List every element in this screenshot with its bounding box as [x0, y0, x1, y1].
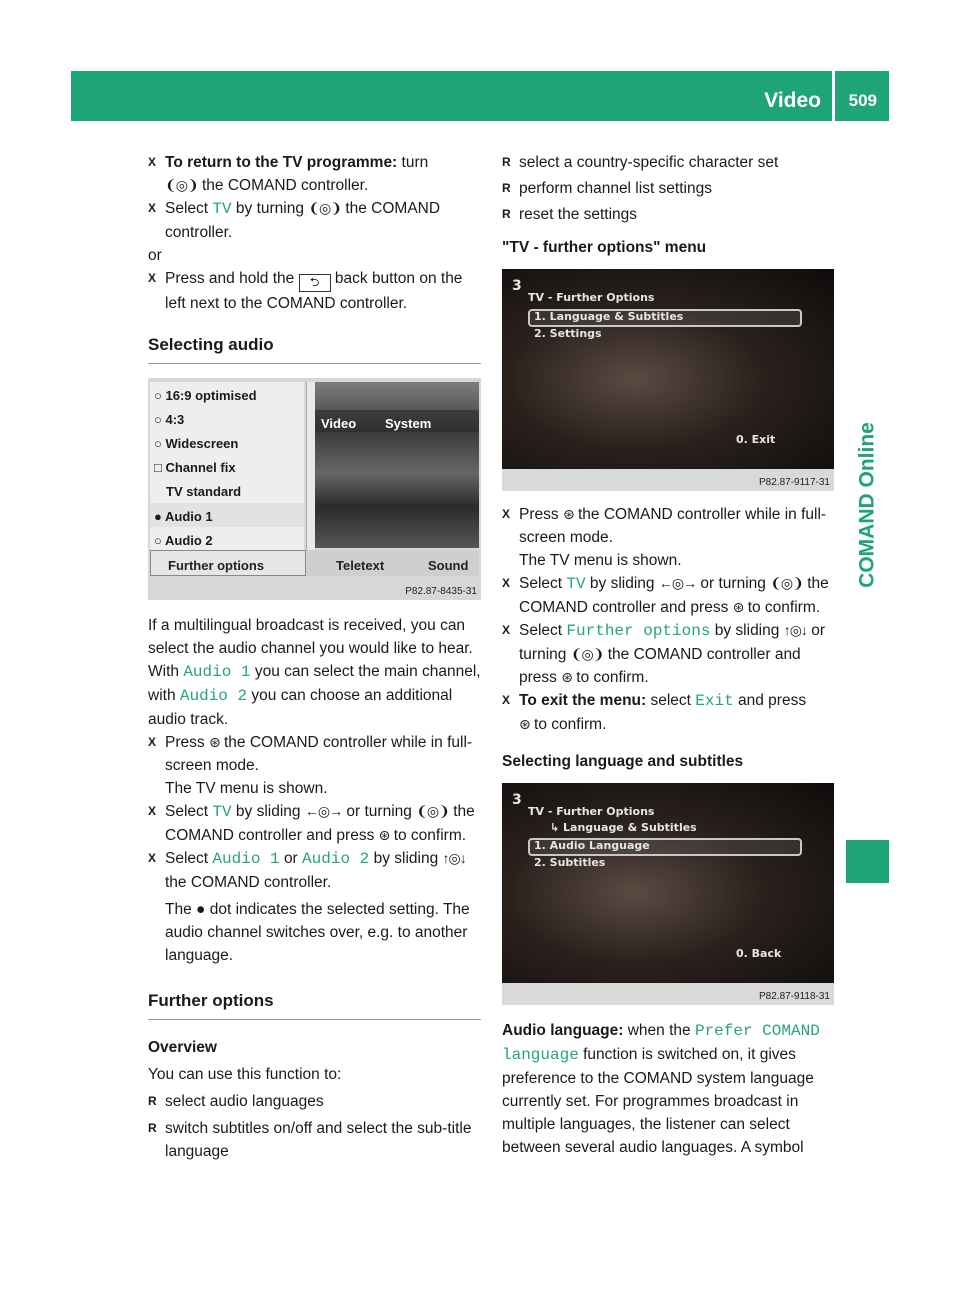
tv-further-options-heading: "TV - further options" menu: [502, 239, 707, 256]
audio-intro-paragraph: If a multilingual broadcast is received, you can select the audio channel you would like to hear. With Audio 1 you can select the main channel, with Audio 2 you can choose an additional audio track.: [148, 617, 481, 728]
menu-item: Audio 1: [165, 509, 213, 524]
channel-badge: 3: [512, 278, 522, 294]
step-arrow-icon: X: [502, 693, 511, 707]
language-subtitles-screenshot: [502, 783, 834, 1005]
tv-menu-title: TV - Further Options: [528, 805, 655, 818]
tab-system: System: [385, 416, 432, 431]
bottom-item-teletext: Teletext: [336, 558, 385, 573]
menu-term: Audio 2: [302, 850, 370, 868]
step-press-controller: X Press ⊛ the COMAND controller while in full-screen mode. The TV menu is shown.: [148, 731, 481, 800]
menu-term: Audio 1: [183, 663, 251, 681]
step-text: back button on the left next to the COMAND controller.: [165, 270, 463, 312]
step-arrow-icon: X: [148, 735, 157, 749]
menu-item: Audio 2: [165, 533, 213, 548]
selected-dot-note: The ● dot indicates the selected setting. The audio channel switches over, e.g. to another language.: [165, 901, 470, 964]
page-number: 509: [848, 91, 877, 110]
menu-term: TV: [212, 803, 232, 821]
bullet-icon: R: [148, 1121, 157, 1135]
tv-menu-title: TV - Further Options: [528, 291, 655, 304]
or-text: or: [148, 247, 162, 264]
step-select-tv: [148, 197, 481, 244]
right-column: [502, 151, 834, 1159]
tv-menu-item: 1. Audio Language: [534, 839, 650, 852]
step-select-further-options: X Select Further options by sliding ↑◎↓ or turning ❨◎❩ the COMAND controller and press ⊛ to confirm.: [502, 619, 834, 689]
step-return-tv: [148, 151, 481, 197]
slide-controller-icon: ←◎→: [658, 575, 697, 591]
step-text: the COMAND controller.: [202, 177, 369, 194]
press-controller-icon: ⊛: [732, 599, 744, 615]
back-button-icon: ⮌: [299, 274, 331, 292]
step-select-audio: X Select Audio 1 or Audio 2 by sliding ↑◎↓ the COMAND controller.: [148, 847, 481, 894]
step-press-controller: X Press ⊛ the COMAND controller while in full-screen mode. The TV menu is shown.: [502, 503, 834, 572]
overview-intro: You can use this function to:: [148, 1066, 342, 1083]
video-preview: [315, 382, 479, 548]
step-arrow-icon: X: [502, 623, 511, 637]
audio-option-list: ○ 16:9 optimised ○ 4:3 ○ Widescreen □ Channel fix TV standard ● Audio 1 ○ Audio 2: [150, 382, 304, 552]
press-controller-icon: ⊛: [561, 669, 572, 685]
side-tab-marker: [846, 840, 889, 883]
menu-item: Widescreen: [165, 436, 239, 451]
turn-controller-icon: ❨◎❩: [308, 200, 341, 216]
slide-controller-icon: ←◎→: [304, 803, 343, 819]
step-arrow-icon: X: [148, 851, 157, 865]
turn-controller-icon: ❨◎❩: [570, 646, 604, 662]
step-text: by turning: [235, 200, 304, 217]
bottom-item-sound: Sound: [428, 558, 469, 573]
step-text: the COMAND controller.: [165, 200, 441, 241]
section-heading-selecting-audio: Selecting audio: [148, 335, 274, 354]
slide-controller-icon: ↑◎↓: [783, 622, 807, 638]
step-bold: To return to the TV programme:: [165, 154, 398, 171]
menu-term: Prefer COMAND language: [502, 1022, 820, 1064]
step-text: turn: [401, 154, 429, 171]
image-caption: P82.87-8435-31: [405, 586, 477, 597]
step-text: Press and hold the: [165, 270, 295, 287]
press-controller-icon: ⊛: [378, 827, 390, 843]
step-arrow-icon: X: [502, 576, 511, 590]
step-arrow-icon: X: [148, 271, 157, 285]
tv-further-options-screenshot: [502, 269, 834, 491]
menu-term: Audio 2: [179, 687, 248, 705]
menu-item: 4:3: [165, 412, 185, 427]
turn-controller-icon: ❨◎❩: [416, 803, 449, 819]
page-header: [71, 71, 889, 121]
list-item: R reset the settings: [502, 203, 834, 226]
menu-item: Channel fix: [165, 460, 236, 475]
menu-term: TV: [212, 200, 232, 218]
bullet-icon: R: [502, 155, 511, 169]
audio-language-paragraph: Audio language: when the Prefer COMAND language function is switched on, it gives preference to the COMAND system language currently set. For programmes broadcast in multiple languages, the listener can select between several audio languages. A symbol: [502, 1022, 820, 1156]
tv-menu-exit: 0. Exit: [736, 433, 776, 446]
menu-term: Exit: [695, 692, 734, 710]
step-exit-menu: X To exit the menu: select Exit and press ⊛ to confirm.: [502, 689, 834, 736]
scrollbar: [306, 382, 315, 576]
selected-dot-icon: ●: [196, 901, 206, 918]
tv-menu-subtitle: ↳ Language & Subtitles: [550, 821, 697, 834]
step-arrow-icon: X: [148, 201, 157, 215]
language-subtitles-heading: Selecting language and subtitles: [502, 753, 744, 770]
list-item: R switch subtitles on/off and select the sub-title language: [148, 1117, 481, 1163]
section-heading-further-options: Further options: [148, 991, 274, 1010]
overview-heading: Overview: [148, 1039, 217, 1056]
step-arrow-icon: X: [148, 155, 157, 169]
menu-item: 16:9 optimised: [165, 388, 257, 403]
menu-item: TV standard: [166, 484, 242, 499]
menu-term: Further options: [566, 622, 711, 640]
bottom-menu-bar: [150, 550, 479, 576]
step-arrow-icon: X: [502, 507, 511, 521]
press-controller-icon: ⊛: [519, 716, 530, 732]
menu-term: Audio 1: [212, 850, 280, 868]
step-back-button: [148, 267, 481, 315]
bullet-icon: R: [148, 1094, 157, 1108]
image-caption: P82.87-9118-31: [759, 991, 830, 1002]
left-column: [148, 151, 481, 1163]
tv-menu-back: 0. Back: [736, 947, 782, 960]
slide-controller-icon: ↑◎↓: [442, 850, 466, 866]
chapter-title: Video: [764, 89, 821, 112]
tv-menu-item: 1. Language & Subtitles: [534, 310, 684, 323]
bottom-item-further-options: Further options: [168, 558, 265, 573]
turn-controller-icon: ❨◎❩: [770, 575, 803, 591]
bullet-icon: R: [502, 181, 511, 195]
header-divider: [832, 71, 835, 121]
tv-menu-item: 2. Settings: [534, 327, 602, 340]
press-controller-icon: ⊛: [208, 734, 220, 750]
channel-badge: 3: [512, 792, 522, 808]
list-item: R select audio languages: [148, 1090, 481, 1113]
audio-menu-screenshot: [148, 378, 481, 600]
image-caption: P82.87-9117-31: [759, 477, 830, 488]
step-select-tv-3: X Select TV by sliding ←◎→ or turning ❨◎❩ the COMAND controller and press ⊛ to confirm.: [502, 572, 834, 619]
side-tab: [846, 175, 889, 840]
list-item: R select a country-specific character set: [502, 151, 834, 174]
side-tab-label: COMAND Online: [855, 422, 879, 588]
step-select-tv-2: X Select TV by sliding ←◎→ or turning ❨◎❩ the COMAND controller and press ⊛ to confirm.: [148, 800, 481, 847]
menu-term: TV: [566, 575, 586, 593]
step-arrow-icon: X: [148, 804, 157, 818]
tab-video: Video: [321, 416, 357, 431]
bullet-icon: R: [502, 207, 511, 221]
turn-controller-icon: ❨◎❩: [165, 177, 198, 193]
tv-menu-item: 2. Subtitles: [534, 856, 606, 869]
list-item: R perform channel list settings: [502, 177, 834, 200]
step-text: Select: [165, 200, 209, 217]
press-controller-icon: ⊛: [562, 506, 574, 522]
